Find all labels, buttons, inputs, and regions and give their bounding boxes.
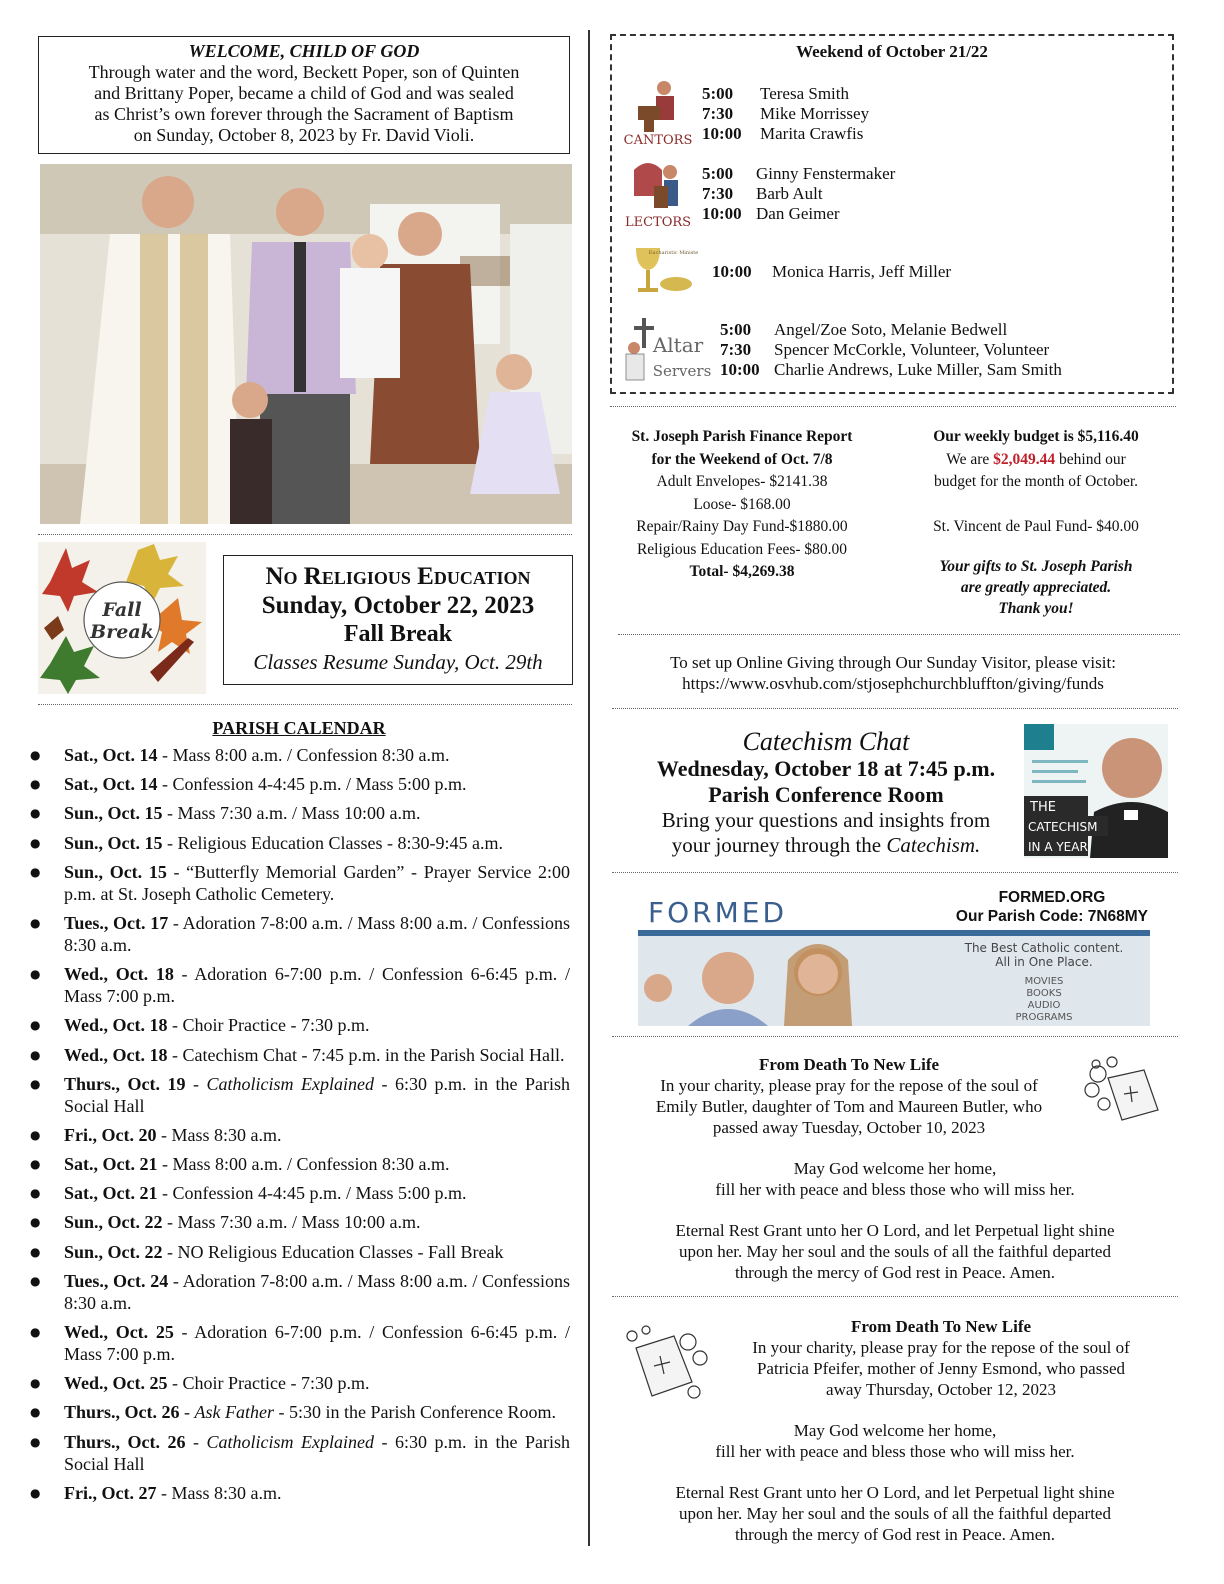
calendar-item <box>30 744 570 766</box>
calendar-day: Thurs., Oct. 26 <box>64 1402 180 1423</box>
catechism-title: Catechism Chat <box>742 727 910 756</box>
ministry-schedule-box <box>610 34 1174 394</box>
obituary-line: passed away Tuesday, October 10, 2023 <box>712 1118 986 1137</box>
schedule-names: Charlie Andrews, Luke Miller, Sam Smith <box>774 360 1062 379</box>
online-giving <box>610 652 1176 694</box>
calendar-day: Thurs., Oct. 19 <box>64 1073 186 1094</box>
cantors-rows <box>702 84 869 144</box>
formed-category: PROGRAMS <box>1015 1012 1073 1023</box>
calendar-text: - Catechism Chat - 7:45 p.m. in the Parish Social Hall. <box>167 1044 565 1065</box>
calendar-text: - “Butterfly Memorial Garden” - Prayer Service 2:00 p.m. at St. Joseph Catholic Cemetery. <box>64 861 570 904</box>
eternal-rest-line: Eternal Rest Grant unto her O Lord, and let Perpetual light shine <box>675 1483 1115 1502</box>
eternal-rest-line: upon her. May her soul and the souls of all the faithful departed <box>679 1504 1111 1523</box>
budget-behind-line <box>900 449 1172 472</box>
calendar-day: Sun., Oct. 15 <box>64 803 163 824</box>
obituary-line: away Thursday, October 12, 2023 <box>826 1380 1056 1399</box>
catechism-text: your journey through the <box>671 833 887 857</box>
calendar-list <box>30 744 570 1511</box>
thanks-line: Your gifts to St. Joseph Parish <box>939 558 1133 575</box>
schedule-time: 7:30 <box>702 184 734 203</box>
thanks-line: Thank you! <box>998 600 1074 617</box>
schedule-names: Mike Morrissey <box>760 104 870 123</box>
cantors-icon <box>620 76 696 146</box>
servers-label: Servers <box>652 362 712 380</box>
catechism-badge-text: CATECHISM <box>1028 820 1098 834</box>
bible-flowers-icon <box>1082 1056 1168 1132</box>
calendar-day: Tues., Oct. 17 <box>64 912 169 933</box>
welcome-line: Through water and the word, Beckett Poper, son of Quinten <box>88 62 520 82</box>
calendar-text: - Choir Practice - 7:30 p.m. <box>167 1015 370 1036</box>
catechism-text: Bring your questions and insights from <box>661 808 991 832</box>
calendar-day: Sun., Oct. 15 <box>64 861 167 882</box>
altar-servers-icon <box>618 314 714 386</box>
budget-title: Our weekly budget is $5,116.40 <box>933 428 1139 445</box>
blessing-line: fill her with peace and bless those who will miss her. <box>715 1442 1075 1461</box>
calendar-item <box>30 1124 570 1146</box>
calendar-day: Tues., Oct. 24 <box>64 1270 169 1291</box>
separator <box>38 704 572 705</box>
calendar-day: Fri., Oct. 27 <box>64 1482 157 1503</box>
obituary-pfeifer <box>712 1316 1170 1400</box>
calendar-event-title: Ask Father <box>194 1402 274 1423</box>
calendar-text: - Confession 4-4:45 p.m. / Mass 5:00 p.m. <box>157 1183 467 1204</box>
catechism-when: Wednesday, October 18 at 7:45 p.m. <box>656 756 996 781</box>
calendar-text: - NO Religious Education Classes - Fall Break <box>162 1241 504 1262</box>
calendar-event-title: Catholicism Explained <box>206 1073 374 1094</box>
calendar-item <box>30 1241 570 1263</box>
blessing-line: May God welcome her home, <box>793 1159 997 1178</box>
separator <box>612 1036 1178 1037</box>
calendar-text: - Mass 8:30 a.m. <box>156 1482 282 1503</box>
schedule-names: Spencer McCorkle, Volunteer, Volunteer <box>774 340 1050 359</box>
schedule-time: 10:00 <box>702 204 742 223</box>
calendar-item <box>30 1044 570 1066</box>
schedule-title: Weekend of October 21/22 <box>796 42 988 61</box>
calendar-text: - Adoration 7-8:00 a.m. / Mass 8:00 a.m. / Confessions 8:30 a.m. <box>64 912 571 955</box>
calendar-text: - Choir Practice - 7:30 p.m. <box>167 1373 370 1394</box>
calendar-text: - Adoration 7-8:00 a.m. / Mass 8:00 a.m. / Confessions 8:30 a.m. <box>64 1270 571 1313</box>
schedule-names: Marita Crawfis <box>760 124 864 143</box>
calendar-item <box>30 861 570 905</box>
schedule-names: Ginny Fenstermaker <box>756 164 896 183</box>
budget-line: budget for the month of October. <box>933 473 1139 490</box>
ministers-label: Eucharistic Ministers <box>648 250 698 256</box>
schedule-names: Monica Harris, Jeff Miller <box>772 262 952 281</box>
obituary-blessing <box>612 1420 1178 1545</box>
calendar-day: Wed., Oct. 25 <box>64 1322 174 1342</box>
calendar-day: Sat., Oct. 21 <box>64 1154 158 1175</box>
lectors-label: LECTORS <box>624 215 692 228</box>
calendar-text: - <box>179 1402 195 1423</box>
servers-rows <box>720 320 1062 380</box>
svdp-fund: St. Vincent de Paul Fund- $40.00 <box>933 517 1139 535</box>
welcome-line: and Brittany Poper, became a child of God and was sealed <box>94 83 514 103</box>
formed-category: AUDIO <box>1027 1000 1061 1011</box>
separator <box>610 406 1176 407</box>
budget-text: behind our <box>1055 450 1126 468</box>
calendar-item <box>30 832 570 854</box>
formed-category: MOVIES <box>1024 976 1064 987</box>
calendar-item <box>30 1431 570 1475</box>
fall-break-image <box>38 542 206 694</box>
schedule-names: Dan Geimer <box>756 204 840 223</box>
budget-text: We are <box>946 450 994 468</box>
blessing-line: fill her with peace and bless those who will miss her. <box>715 1180 1075 1199</box>
calendar-item <box>30 1182 570 1204</box>
finance-report <box>604 426 880 584</box>
calendar-text: - Mass 7:30 a.m. / Mass 10:00 a.m. <box>162 1212 421 1233</box>
catechism-chat <box>626 728 1026 858</box>
calendar-text: - 5:30 in the Parish Conference Room. <box>274 1402 556 1423</box>
catechism-badge-text: THE <box>1030 800 1056 815</box>
online-url[interactable]: https://www.osvhub.com/stjosephchurchbluffton/giving/funds <box>682 674 1104 693</box>
calendar-text: - Mass 8:00 a.m. / Confession 8:30 a.m. <box>157 1154 450 1175</box>
welcome-line: as Christ’s own forever through the Sacrament of Baptism <box>94 104 514 124</box>
obituary-line: In your charity, please pray for the repose of the soul of <box>752 1338 1130 1357</box>
calendar-day: Sun., Oct. 22 <box>64 1241 163 1262</box>
eternal-rest-line: upon her. May her soul and the souls of all the faithful departed <box>679 1242 1111 1261</box>
schedule-time: 10:00 <box>712 262 752 281</box>
schedule-time: 5:00 <box>702 84 734 103</box>
schedule-time: 10:00 <box>702 124 742 143</box>
obituary-title: From Death To New Life <box>758 1055 940 1074</box>
calendar-day: Sun., Oct. 15 <box>64 832 163 853</box>
finance-line: Loose- $168.00 <box>693 495 791 513</box>
blessing-line: May God welcome her home, <box>793 1421 997 1440</box>
schedule-time: 5:00 <box>702 164 734 183</box>
catechism-text-em: Catechism. <box>886 833 981 857</box>
formed-site[interactable]: FORMED.ORG <box>998 889 1106 906</box>
calendar-day: Wed., Oct. 18 <box>64 1044 168 1065</box>
calendar-day: Wed., Oct. 18 <box>64 1015 168 1036</box>
calendar-item <box>30 1211 570 1233</box>
separator <box>38 534 572 535</box>
calendar-text: - Mass 7:30 a.m. / Mass 10:00 a.m. <box>162 803 421 824</box>
ministers-row <box>712 262 951 282</box>
eternal-rest-line: Eternal Rest Grant unto her O Lord, and let Perpetual light shine <box>675 1221 1115 1240</box>
calendar-day: Sat., Oct. 14 <box>64 745 158 765</box>
finance-title: for the Weekend of Oct. 7/8 <box>651 450 833 468</box>
schedule-time: 5:00 <box>720 320 752 339</box>
calendar-item <box>30 1482 570 1504</box>
cantors-label: CANTORS <box>623 133 693 146</box>
welcome-box <box>38 36 570 154</box>
no-re-resume: Classes Resume Sunday, Oct. 29th <box>253 650 543 674</box>
calendar-item <box>30 802 570 824</box>
obituary-butler <box>614 1054 1084 1138</box>
schedule-time: 7:30 <box>720 340 752 359</box>
bible-flowers-icon <box>622 1322 712 1408</box>
calendar-text: - <box>185 1431 207 1452</box>
separator <box>618 634 1180 635</box>
calendar-item <box>30 1014 570 1036</box>
calendar-heading: PARISH CALENDAR <box>212 718 386 738</box>
obituary-line: In your charity, please pray for the repose of the soul of <box>660 1076 1038 1095</box>
fall-image-text: Fall <box>102 599 142 621</box>
calendar-item <box>30 1372 570 1394</box>
welcome-title: WELCOME, CHILD OF GOD <box>188 41 420 61</box>
servers-label: Altar <box>652 333 704 357</box>
lectors-icon <box>620 156 696 228</box>
thanks-line: are greatly appreciated. <box>960 579 1112 596</box>
calendar-item <box>30 1321 570 1365</box>
calendar-item <box>30 963 570 1007</box>
no-re-heading: No Religious Education <box>265 563 531 590</box>
obituary-blessing <box>612 1158 1178 1283</box>
calendar-item <box>30 1270 570 1314</box>
no-re-date: Sunday, October 22, 2023 <box>261 592 535 619</box>
catechism-where: Parish Conference Room <box>708 782 944 807</box>
calendar-text: - Mass 8:30 a.m. <box>156 1124 282 1145</box>
formed-tagline: The Best Catholic content. <box>964 941 1124 955</box>
eternal-rest-line: through the mercy of God rest in Peace. Amen. <box>734 1525 1056 1544</box>
catechism-text-2 <box>626 833 1026 858</box>
budget-amount: $2,049.44 <box>993 450 1056 468</box>
calendar-day: Sun., Oct. 22 <box>64 1212 163 1233</box>
calendar-item <box>30 773 570 795</box>
budget-block <box>900 426 1172 619</box>
eucharistic-ministers-icon <box>626 240 698 304</box>
calendar-item <box>30 912 570 956</box>
calendar-day: Wed., Oct. 25 <box>64 1373 168 1394</box>
calendar-text: - Confession 4-4:45 p.m. / Mass 5:00 p.m. <box>157 774 467 795</box>
calendar-text: - <box>185 1073 207 1094</box>
schedule-names: Angel/Zoe Soto, Melanie Bedwell <box>774 320 1008 339</box>
schedule-names: Teresa Smith <box>760 84 849 103</box>
baptism-photo <box>40 164 572 524</box>
finance-line: Religious Education Fees- $80.00 <box>636 540 848 558</box>
calendar-day: Wed., Oct. 18 <box>64 964 174 985</box>
no-religious-ed-box <box>223 555 573 685</box>
calendar-day: Sat., Oct. 14 <box>64 774 158 795</box>
formed-tagline: All in One Place. <box>995 955 1093 969</box>
schedule-time: 7:30 <box>702 104 734 123</box>
obituary-line: Emily Butler, daughter of Tom and Maureen Butler, who <box>655 1097 1043 1116</box>
obituary-title: From Death To New Life <box>850 1317 1032 1336</box>
formed-category: BOOKS <box>1026 988 1062 999</box>
fall-image-text: Break <box>90 621 154 643</box>
schedule-time: 10:00 <box>720 360 760 379</box>
finance-total: Total- $4,269.38 <box>689 563 795 580</box>
finance-title: St. Joseph Parish Finance Report <box>631 428 853 445</box>
formed-logo: FORMED <box>648 896 788 929</box>
eternal-rest-line: through the mercy of God rest in Peace. Amen. <box>734 1263 1056 1282</box>
no-re-fall-break: Fall Break <box>343 621 453 647</box>
formed-info <box>956 888 1148 926</box>
calendar-day: Sat., Oct. 21 <box>64 1183 158 1204</box>
welcome-line: on Sunday, October 8, 2023 by Fr. David Violi. <box>133 125 475 145</box>
separator <box>612 1296 1178 1297</box>
online-text: To set up Online Giving through Our Sunday Visitor, please visit: <box>670 653 1116 672</box>
calendar-item <box>30 1153 570 1175</box>
calendar-text: - Adoration 6-7:00 p.m. / Confession 6-6:45 p.m. / Mass 7:00 p.m. <box>64 1322 570 1364</box>
catechism-in-a-year-image <box>1024 724 1168 858</box>
formed-parish-code: Our Parish Code: 7N68MY <box>955 908 1148 925</box>
schedule-names: Barb Ault <box>756 184 823 203</box>
obituary-line: Patricia Pfeifer, mother of Jenny Esmond, who passed <box>756 1359 1126 1378</box>
catechism-badge-text: IN A YEAR <box>1028 840 1088 854</box>
finance-line: Adult Envelopes- $2141.38 <box>656 473 828 490</box>
finance-line: Repair/Rainy Day Fund-$1880.00 <box>636 518 848 535</box>
calendar-text: - 6:30 p.m. in the Parish Social Hall <box>64 1073 570 1116</box>
calendar-day: Thurs., Oct. 26 <box>64 1431 186 1452</box>
calendar-event-title: Catholicism Explained <box>206 1431 374 1452</box>
calendar-text: - Religious Education Classes - 8:30-9:45 a.m. <box>162 832 503 853</box>
calendar-text: - Adoration 6-7:00 p.m. / Confession 6-6:45 p.m. / Mass 7:00 p.m. <box>64 964 570 1007</box>
calendar-item <box>30 1401 570 1423</box>
calendar-text: - Mass 8:00 a.m. / Confession 8:30 a.m. <box>157 745 450 765</box>
calendar-day: Fri., Oct. 20 <box>64 1124 157 1145</box>
separator <box>612 708 1178 709</box>
calendar-item <box>30 1073 570 1117</box>
column-divider <box>588 30 590 1546</box>
calendar-text: - 6:30 p.m. in the Parish Social Hall <box>64 1431 570 1474</box>
separator <box>612 872 1178 873</box>
lectors-rows <box>702 164 895 224</box>
